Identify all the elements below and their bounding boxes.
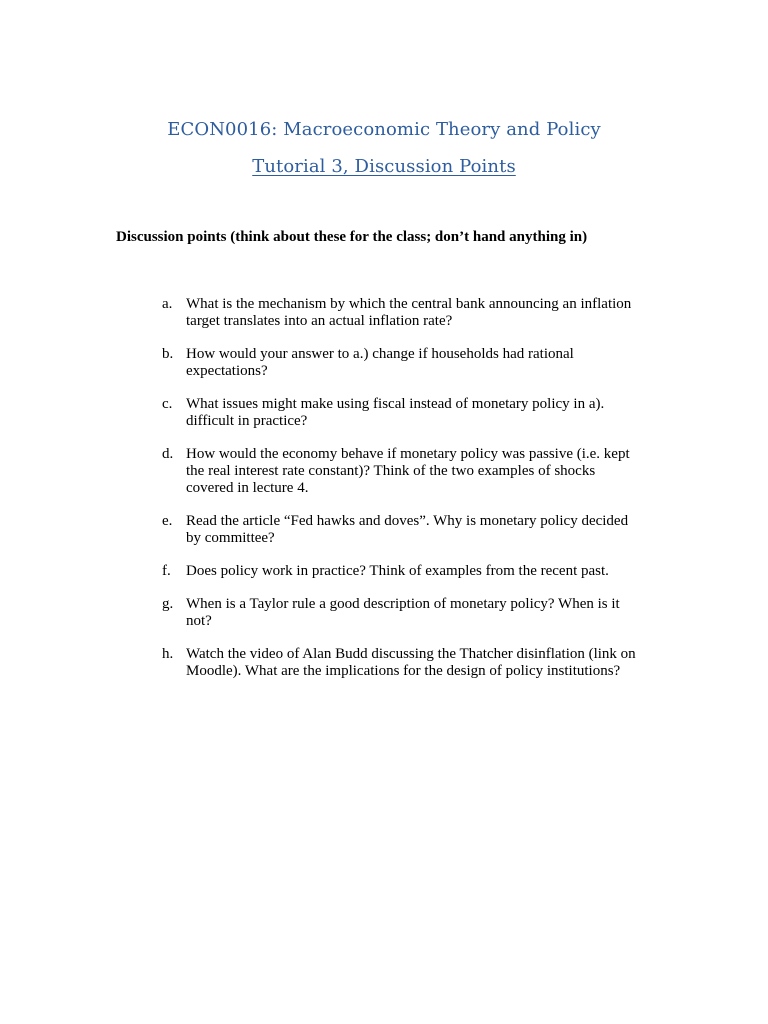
- list-item: [162, 446, 662, 497]
- list-item-text: Watch the video of Alan Budd discussing the Thatcher disinflation (link on Moodle). What are the implications for the design of policy institutions?: [186, 646, 636, 679]
- list-item-text: How would the economy behave if monetary policy was passive (i.e. kept the real interest rate constant)? Think of the two examples of shocks covered in lecture 4.: [186, 446, 630, 496]
- discussion-list: [162, 296, 662, 696]
- list-item-text: When is a Taylor rule a good description of monetary policy? When is it not?: [186, 596, 620, 629]
- list-marker: e.: [162, 513, 173, 529]
- list-item: [162, 596, 662, 630]
- document-title: ECON0016: Macroeconomic Theory and Policy: [167, 119, 601, 140]
- list-marker: g.: [162, 596, 174, 612]
- list-marker: c.: [162, 396, 173, 412]
- list-marker: h.: [162, 646, 174, 662]
- list-item: [162, 563, 662, 580]
- list-item-text: What is the mechanism by which the central bank announcing an inflation target translates into an actual inflation rate?: [186, 296, 632, 329]
- list-marker: f.: [162, 563, 171, 579]
- list-item: [162, 396, 662, 430]
- list-item: [162, 296, 662, 330]
- list-marker: d.: [162, 446, 174, 462]
- list-marker: b.: [162, 346, 174, 362]
- list-item-text: How would your answer to a.) change if households had rational expectations?: [186, 346, 574, 379]
- list-item: [162, 646, 662, 680]
- document-subtitle: Tutorial 3, Discussion Points: [252, 156, 516, 177]
- list-item: [162, 513, 662, 547]
- list-item-text: Does policy work in practice? Think of examples from the recent past.: [186, 563, 609, 579]
- list-item: [162, 346, 662, 380]
- discussion-intro: Discussion points (think about these for the class; don’t hand anything in): [116, 229, 588, 245]
- list-item-text: Read the article “Fed hawks and doves”. Why is monetary policy decided by committee?: [186, 513, 629, 546]
- list-marker: a.: [162, 296, 173, 312]
- list-item-text: What issues might make using fiscal instead of monetary policy in a). difficult in practice?: [186, 396, 605, 429]
